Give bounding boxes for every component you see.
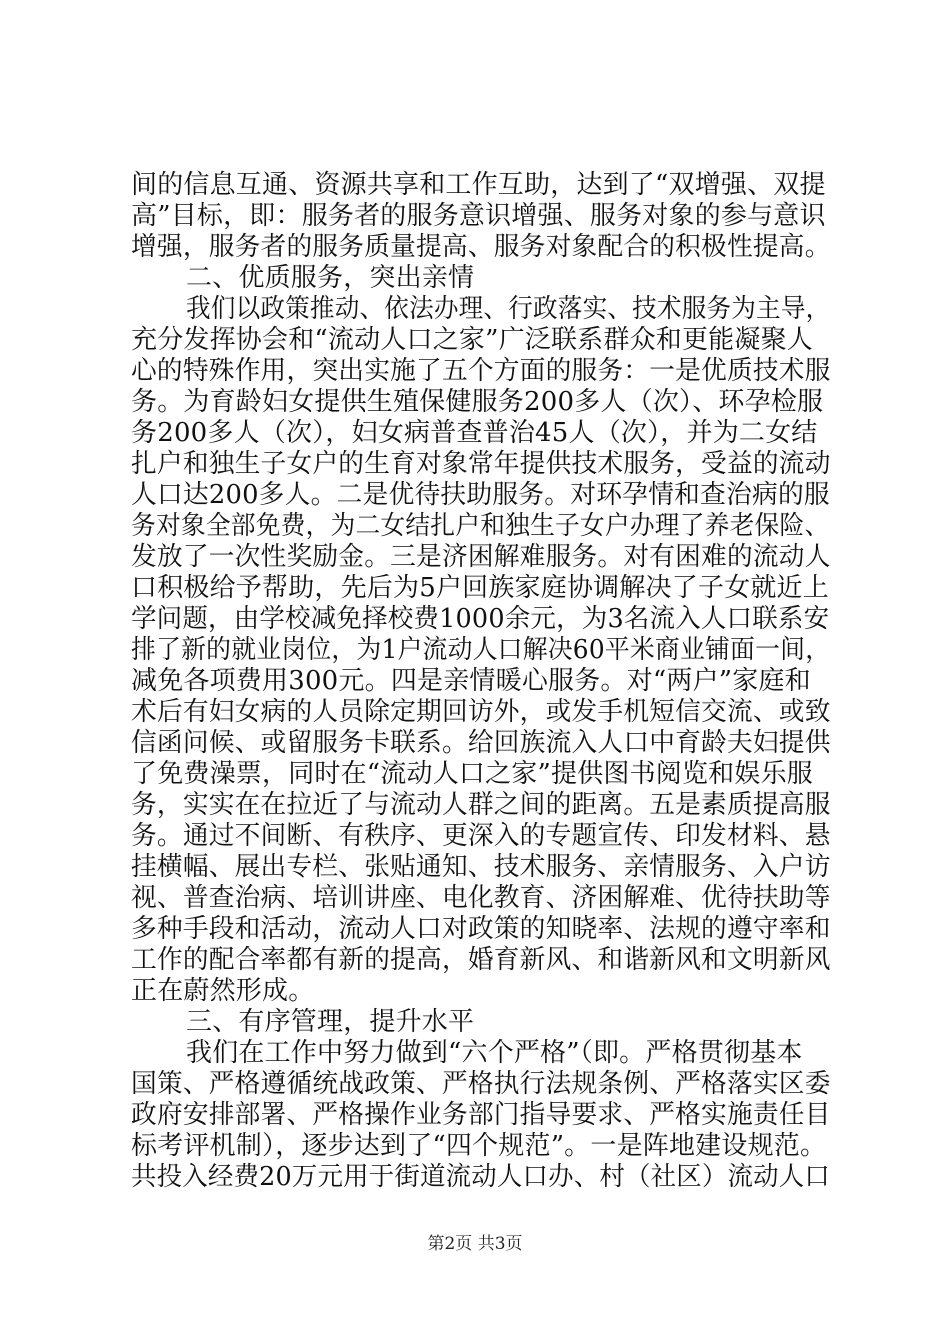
body-line-18: 术后有妇女病的人员除定期回访外，或发手机短信交流、或致 xyxy=(131,697,831,727)
body-line-16: 排了新的就业岗位，为1户流动人口解决60平米商业铺面一间， xyxy=(131,635,831,665)
body-line-20: 了免费澡票，同时在“流动人口之家”提供图书阅览和娱乐服 xyxy=(131,759,813,789)
body-line-19: 信函问候、或留服务卡联系。给回族流入人口中育龄夫妇提供 xyxy=(131,728,831,758)
body-line-23: 挂横幅、展出专栏、张贴通知、技术服务、亲情服务、入户访 xyxy=(131,852,831,882)
body-line-24: 视、普查治病、培训讲座、电化教育、济困解难、优待扶助等 xyxy=(131,883,831,913)
body-line-29: 我们在工作中努力做到“六个严格”（即。严格贯彻基本 xyxy=(186,1038,803,1068)
body-line-25: 多种手段和活动，流动人口对政策的知晓率、法规的遵守率和 xyxy=(131,914,831,944)
body-line-2: 高”目标，即：服务者的服务意识增强、服务对象的参与意识 xyxy=(131,201,826,231)
body-line-14: 口积极给予帮助，先后为5户回族家庭协调解决了子女就近上 xyxy=(131,573,829,603)
page-footer: 第2页 共3页 xyxy=(427,1234,523,1254)
section-heading-2: 二、优质服务，突出亲情 xyxy=(186,263,475,293)
body-line-9: 务200多人（次），妇女病普查普治45人（次），并为二女结 xyxy=(131,418,818,448)
body-line-22: 务。通过不间断、有秩序、更深入的专题宣传、印发材料、悬 xyxy=(131,821,831,851)
body-line-6: 充分发挥协会和“流动人口之家”广泛联系群众和更能凝聚人 xyxy=(131,325,813,355)
body-line-11: 人口达200多人。二是优待扶助服务。对环孕情和查治病的服 xyxy=(131,480,830,510)
body-line-8: 务。为育龄妇女提供生殖保健服务200多人（次）、环孕检服 xyxy=(131,387,824,417)
body-line-33: 共投入经费20万元用于街道流动人口办、村（社区）流动人口 xyxy=(131,1162,830,1192)
body-line-26: 工作的配合率都有新的提高，婚育新风、和谐新风和文明新风 xyxy=(131,945,831,975)
body-line-15: 学问题，由学校减免择校费1000余元，为3名流入人口联系安 xyxy=(131,604,830,634)
body-line-13: 发放了一次性奖励金。三是济困解难服务。对有困难的流动人 xyxy=(131,542,831,572)
section-heading-3: 三、有序管理，提升水平 xyxy=(186,1007,475,1037)
body-line-21: 务，实实在在拉近了与流动人群之间的距离。五是素质提高服 xyxy=(131,790,831,820)
body-line-5: 我们以政策推动、依法办理、行政落实、技术服务为主导， xyxy=(186,294,831,324)
body-line-3: 增强，服务者的服务质量提高、服务对象配合的积极性提高。 xyxy=(131,232,831,262)
body-line-30: 国策、严格遵循统战政策、严格执行法规条例、严格落实区委 xyxy=(131,1069,831,1099)
body-line-12: 务对象全部免费，为二女结扎户和独生子女户办理了养老保险、 xyxy=(131,511,830,541)
body-line-27: 正在蔚然形成。 xyxy=(131,976,315,1006)
body-line-1: 间的信息互通、资源共享和工作互助，达到了“双增强、双提 xyxy=(131,170,826,200)
body-line-10: 扎户和独生子女户的生育对象常年提供技术服务，受益的流动 xyxy=(131,449,831,479)
body-line-32: 标考评机制），逐步达到了“四个规范”。一是阵地建设规范。 xyxy=(131,1131,827,1161)
body-line-17: 减免各项费用300元。四是亲情暖心服务。对“两户”家庭和 xyxy=(131,666,811,696)
body-line-31: 政府安排部署、严格操作业务部门指导要求、严格实施责任目 xyxy=(131,1100,831,1130)
body-line-7: 心的特殊作用，突出实施了五个方面的服务：一是优质技术服 xyxy=(131,356,831,386)
